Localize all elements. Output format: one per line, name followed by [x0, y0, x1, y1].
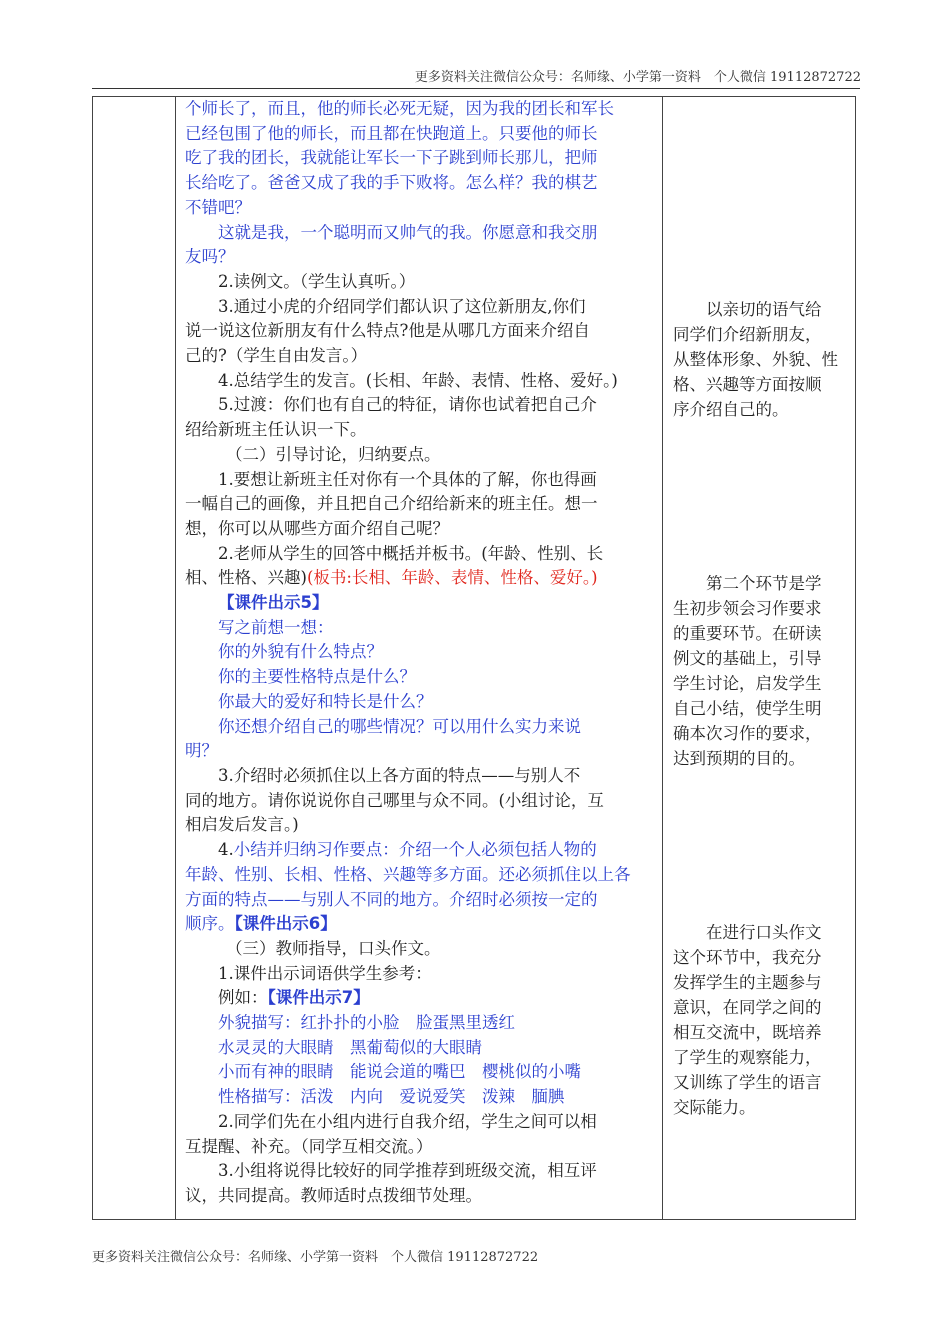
text-line: 你的外貌有什么特点？	[218, 642, 383, 662]
side-line: 在进行口头作文	[706, 923, 822, 942]
side-line: 以亲切的语气给	[706, 300, 822, 319]
side-line: 这个环节中，我充分	[673, 948, 822, 967]
lesson-table	[92, 96, 856, 1220]
text-line: 这就是我，一个聪明而又帅气的我。你愿意和我交朋	[218, 222, 598, 242]
section-heading: （三）教师指导，口头作文。	[226, 938, 441, 958]
text-line: 不错吧？	[185, 197, 251, 217]
text-span: 相、性格、兴趣)	[185, 568, 307, 588]
text-line: 5.过渡：你们也有自己的特征，请你也试着把自己介	[218, 395, 597, 415]
side-line: 序介绍自己的。	[673, 400, 789, 419]
side-line: 第二个环节是学	[706, 574, 822, 593]
text-line: 友吗？	[185, 247, 235, 267]
text-span: 4.	[218, 840, 234, 860]
text-span: 例如：	[218, 988, 268, 1008]
courseware-tag: 【课件出示7】	[267, 988, 370, 1008]
text-line: 方面的特点——与别人不同的地方。介绍时必须按一定的	[185, 889, 598, 909]
side-line: 同学们介绍新朋友，	[673, 325, 822, 344]
text-line	[185, 566, 660, 591]
page-header: 更多资料关注微信公众号：名师缘、小学第一资料 个人微信 19112872722	[414, 70, 861, 85]
text-line: 绍给新班主任认识一下。	[185, 420, 367, 440]
teaching-process	[185, 97, 660, 1209]
section-heading: （二）引导讨论，归纳要点。	[226, 444, 441, 464]
text-line: 议，共同提高。教师适时点拨细节处理。	[185, 1185, 482, 1205]
text-line: 同的地方。请你说说你自己哪里与众不同。(小组讨论，互	[185, 790, 604, 810]
text-line: 吃了我的团长，我就能让军长一下子跳到师长那儿，把师	[185, 148, 598, 168]
text-line: 3.介绍时必须抓住以上各方面的特点——与别人不	[218, 765, 581, 785]
side-line: 相互交流中，既培养	[673, 1023, 822, 1042]
side-line: 了学生的观察能力，	[673, 1048, 822, 1067]
side-line: 生初步领会习作要求	[673, 599, 822, 618]
side-line: 例文的基础上，引导	[673, 649, 822, 668]
text-line: 4.总结学生的发言。(长相、年龄、表情、性格、爱好。)	[218, 370, 618, 390]
column-divider	[662, 97, 663, 1219]
design-intent-1	[673, 297, 851, 422]
side-line: 格、兴趣等方面按顺	[673, 375, 822, 394]
left-column	[93, 97, 176, 1219]
text-line	[185, 912, 660, 937]
text-line: 你的主要性格特点是什么？	[218, 667, 416, 687]
text-line: 年龄、性别、长相、性格、兴趣等多方面。还必须抓住以上各	[185, 864, 631, 884]
header-rule	[92, 88, 860, 89]
text-line: 说一说这位新朋友有什么特点?他是从哪几方面来介绍自	[185, 321, 590, 341]
side-line: 达到预期的目的。	[673, 749, 805, 768]
design-intent-2	[673, 571, 851, 771]
text-line: 己的?（学生自由发言。）	[185, 346, 368, 366]
text-line: 1.课件出示词语供学生参考：	[218, 963, 432, 983]
text-line	[185, 986, 660, 1011]
text-line: 小而有神的眼睛 能说会道的嘴巴 樱桃似的小嘴	[218, 1062, 581, 1082]
text-line: 互提醒、补充。（同学互相交流。）	[185, 1136, 433, 1156]
side-line: 从整体形象、外貌、性	[673, 350, 838, 369]
text-line: 相启发后发言。)	[185, 815, 299, 835]
text-line: 你还想介绍自己的哪些情况？可以用什么实力来说	[218, 716, 581, 736]
text-line: 1.要想让新班主任对你有一个具体的了解，你也得画	[218, 469, 597, 489]
text-line: 水灵灵的大眼睛 黑葡萄似的大眼睛	[218, 1037, 482, 1057]
text-line: 长给吃了。爸爸又成了我的手下败将。怎么样？我的棋艺	[185, 173, 598, 193]
text-line: 外貌描写：红扑扑的小脸 脸蛋黑里透红	[218, 1013, 515, 1033]
text-line: 3.通过小虎的介绍同学们都认识了这位新朋友,你们	[218, 296, 586, 316]
side-line: 交际能力。	[673, 1098, 756, 1117]
side-line: 自己小结，使学生明	[673, 699, 822, 718]
side-line: 发挥学生的主题参与	[673, 973, 822, 992]
courseware-tag: 【课件出示6】	[234, 914, 337, 934]
text-line: 已经包围了他的师长，而且都在快跑道上。只要他的师长	[185, 123, 598, 143]
text-span: 顺序。	[185, 914, 235, 934]
text-span: 小结并归纳习作要点：介绍一个人必须包括人物的	[233, 840, 597, 860]
courseware-tag: 【课件出示5】	[218, 593, 329, 613]
side-line: 又训练了学生的语言	[673, 1073, 822, 1092]
page-footer: 更多资料关注微信公众号：名师缘、小学第一资料 个人微信 19112872722	[92, 1250, 539, 1265]
side-line: 的重要环节。在研读	[673, 624, 822, 643]
text-line: 个师长了，而且，他的师长必死无疑，因为我的团长和军长	[185, 99, 614, 118]
text-line: 想，你可以从哪些方面介绍自己呢？	[185, 518, 449, 538]
text-line: 写之前想一想：	[218, 617, 334, 637]
side-line: 确本次习作的要求，	[673, 724, 822, 743]
text-line	[185, 838, 660, 863]
side-line: 学生讨论，启发学生	[673, 674, 822, 693]
text-line: 2.同学们先在小组内进行自我介绍，学生之间可以相	[218, 1111, 597, 1131]
text-line: 性格描写：活泼 内向 爱说爱笑 泼辣 腼腆	[218, 1087, 565, 1107]
text-line: 明？	[185, 741, 218, 761]
design-intent-3	[673, 920, 851, 1120]
courseware-label	[185, 591, 660, 616]
text-line: 2.老师从学生的回答中概括并板书。(年龄、性别、长	[218, 543, 604, 563]
text-line: 3.小组将说得比较好的同学推荐到班级交流，相互评	[218, 1161, 597, 1181]
text-line: 一幅自己的画像，并且把自己介绍给新来的班主任。想一	[185, 494, 598, 514]
board-note: (板书:长相、年龄、表情、性格、爱好。)	[306, 568, 598, 588]
side-line: 意识，在同学之间的	[673, 998, 822, 1017]
text-line: 2.读例文。（学生认真听。）	[218, 271, 416, 291]
text-line: 你最大的爱好和特长是什么？	[218, 691, 433, 711]
